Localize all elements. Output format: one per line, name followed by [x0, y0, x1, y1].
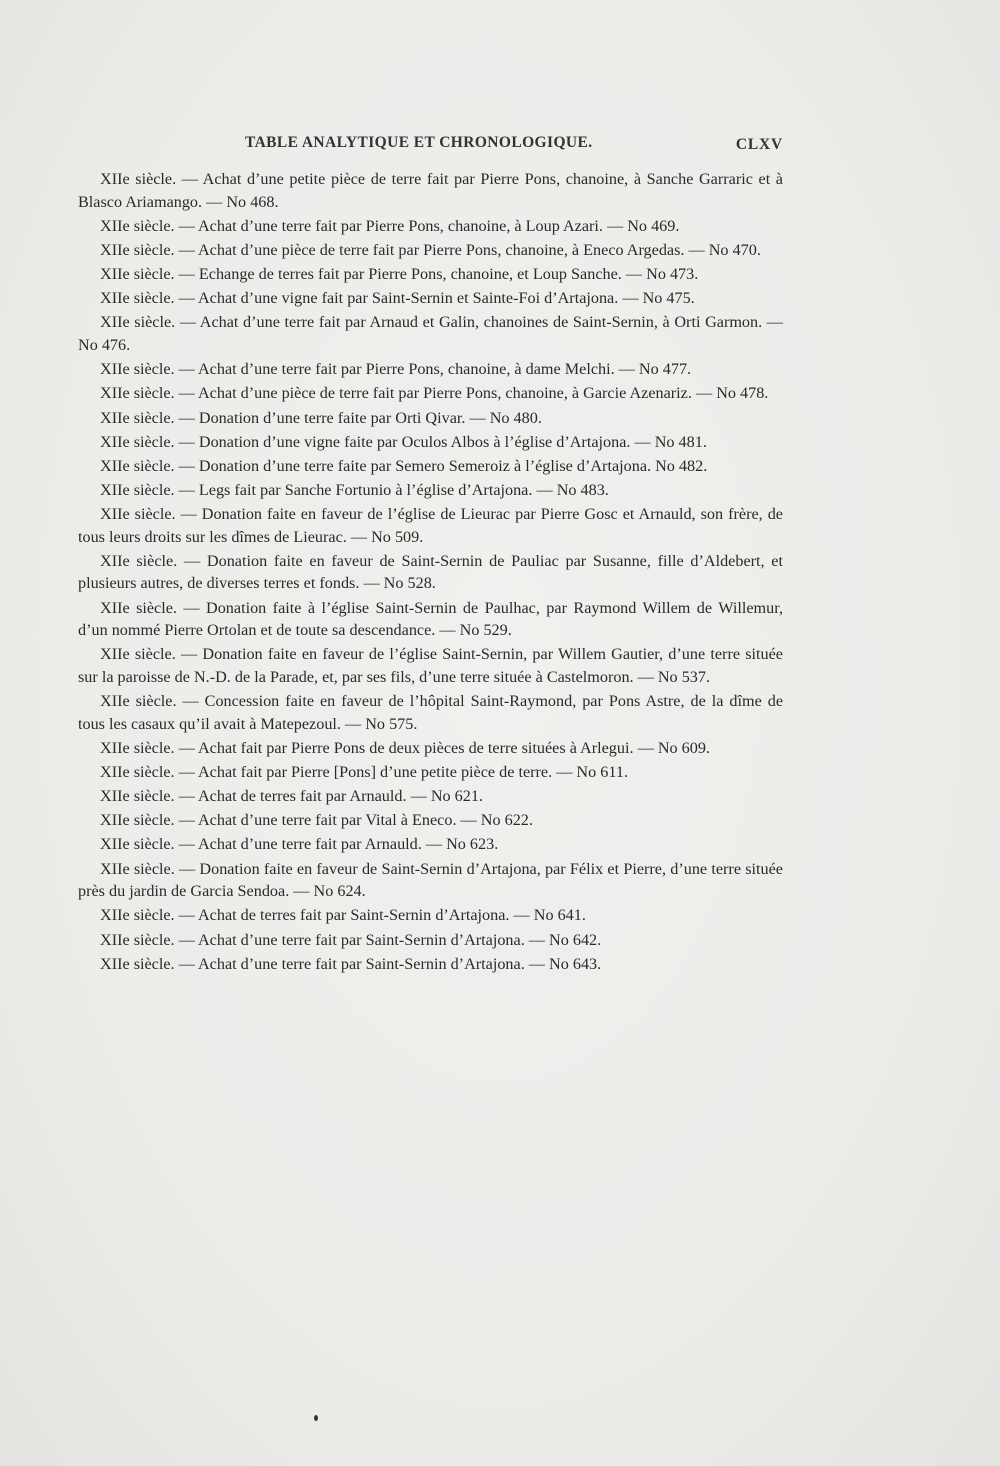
entry-481: XIIe siècle. — Donation d’une vigne faite par Oculos Albos à l’église d’Artajona. — No 481. [100, 432, 707, 451]
entry-575: XIIe siècle. — Concession faite en faveur de l’hôpital Saint-Raymond, par Pons Astre, de la dîme de tous les casaux qu’il avait à Matepezoul. — No 575. [78, 692, 783, 733]
entry-643: XIIe siècle. — Achat d’une terre fait par Saint-Sernin d’Artajona. — No 643. [100, 954, 602, 973]
entry-483: XIIe siècle. — Legs fait par Sanche Fortunio à l’église d’Artajona. — No 483. [100, 481, 609, 500]
entry-480: XIIe siècle. — Donation d’une terre faite par Orti Qivar. — No 480. [100, 408, 542, 427]
entry-623: XIIe siècle. — Achat d’une terre fait par Arnauld. — No 623. [100, 835, 499, 854]
entry-609: XIIe siècle. — Achat fait par Pierre Pons de deux pièces de terre situées à Arlegui. — No 609. [100, 738, 710, 757]
entry-537: XIIe siècle. — Donation faite en faveur de l’église Saint-Sernin, par Willem Gautier, d’une terre située sur la paroisse de N.-D. de la Parade, et, par ses fils, d’une terre située à Castelmoron. — No 537. [78, 645, 783, 686]
entry-475: XIIe siècle. — Achat d’une vigne fait par Saint-Sernin et Sainte-Foi d’Artajona. — No 475. [100, 289, 695, 308]
entry-529: XIIe siècle. — Donation faite à l’église Saint-Sernin de Paulhac, par Raymond Willem de Willemur, d’un nommé Pierre Ortolan et de toute sa descendance. — No 529. [78, 598, 783, 640]
ink-speck [314, 1415, 318, 1421]
entry-611: XIIe siècle. — Achat fait par Pierre [Pons] d’une petite pièce de terre. — No 611. [100, 762, 628, 781]
entry-528: XIIe siècle. — Donation faite en faveur de Saint-Sernin de Pauliac par Susanne, fille d’Aldebert, et plusieurs autres, de diverses terres et fonds. — No 528. [78, 551, 783, 593]
entry-482: XIIe siècle. — Donation d’une terre faite par Semero Semeroiz à l’église d’Artajona. No 482. [100, 456, 708, 475]
entry-509: XIIe siècle. — Donation faite en faveur de l’église de Lieurac par Pierre Gosc et Arnauld, son frère, de tous leurs droits sur les dîmes de Lieurac. — No 509. [78, 505, 783, 546]
page-number: CLXV [735, 136, 783, 153]
entry-473: XIIe siècle. — Echange de terres fait par Pierre Pons, chanoine, et Loup Sanche. — No 473. [100, 265, 699, 284]
entry-641: XIIe siècle. — Achat de terres fait par Saint-Sernin d’Artajona. — No 641. [100, 906, 586, 925]
entry-478: XIIe siècle. — Achat d’une pièce de terre fait par Pierre Pons, chanoine, à Garcie Azenariz. — No 478. [100, 384, 769, 403]
running-header [78, 134, 783, 158]
entry-624: XIIe siècle. — Donation faite en faveur de Saint-Sernin d’Artajona, par Félix et Pierre, d’une terre située près du jardin de Garcia Sendoa. — No 624. [78, 859, 783, 901]
page-title: TABLE ANALYTIQUE ET CHRONOLOGIQUE. [245, 134, 593, 151]
entry-469: XIIe siècle. — Achat d’une terre fait par Pierre Pons, chanoine, à Loup Azari. — No 469. [100, 216, 680, 235]
entry-642: XIIe siècle. — Achat d’une terre fait par Saint-Sernin d’Artajona. — No 642. [100, 930, 602, 949]
entry-list [78, 168, 783, 977]
entry-622: XIIe siècle. — Achat d’une terre fait par Vital à Eneco. — No 622. [100, 811, 533, 830]
entry-476: XIIe siècle. — Achat d’une terre fait par Arnaud et Galin, chanoines de Saint-Sernin, à Orti Garmon. — No 476. [78, 313, 783, 354]
entry-621: XIIe siècle. — Achat de terres fait par Arnauld. — No 621. [100, 787, 483, 806]
entry-470: XIIe siècle. — Achat d’une pièce de terre fait par Pierre Pons, chanoine, à Eneco Argedas. — No 470. [100, 240, 761, 259]
entry-477: XIIe siècle. — Achat d’une terre fait par Pierre Pons, chanoine, à dame Melchi. — No 477. [100, 360, 692, 379]
entry-468: XIIe siècle. — Achat d’une petite pièce de terre fait par Pierre Pons, chanoine, à Sanche Garraric et à Blasco Ariamango. — No 468. [78, 170, 783, 211]
